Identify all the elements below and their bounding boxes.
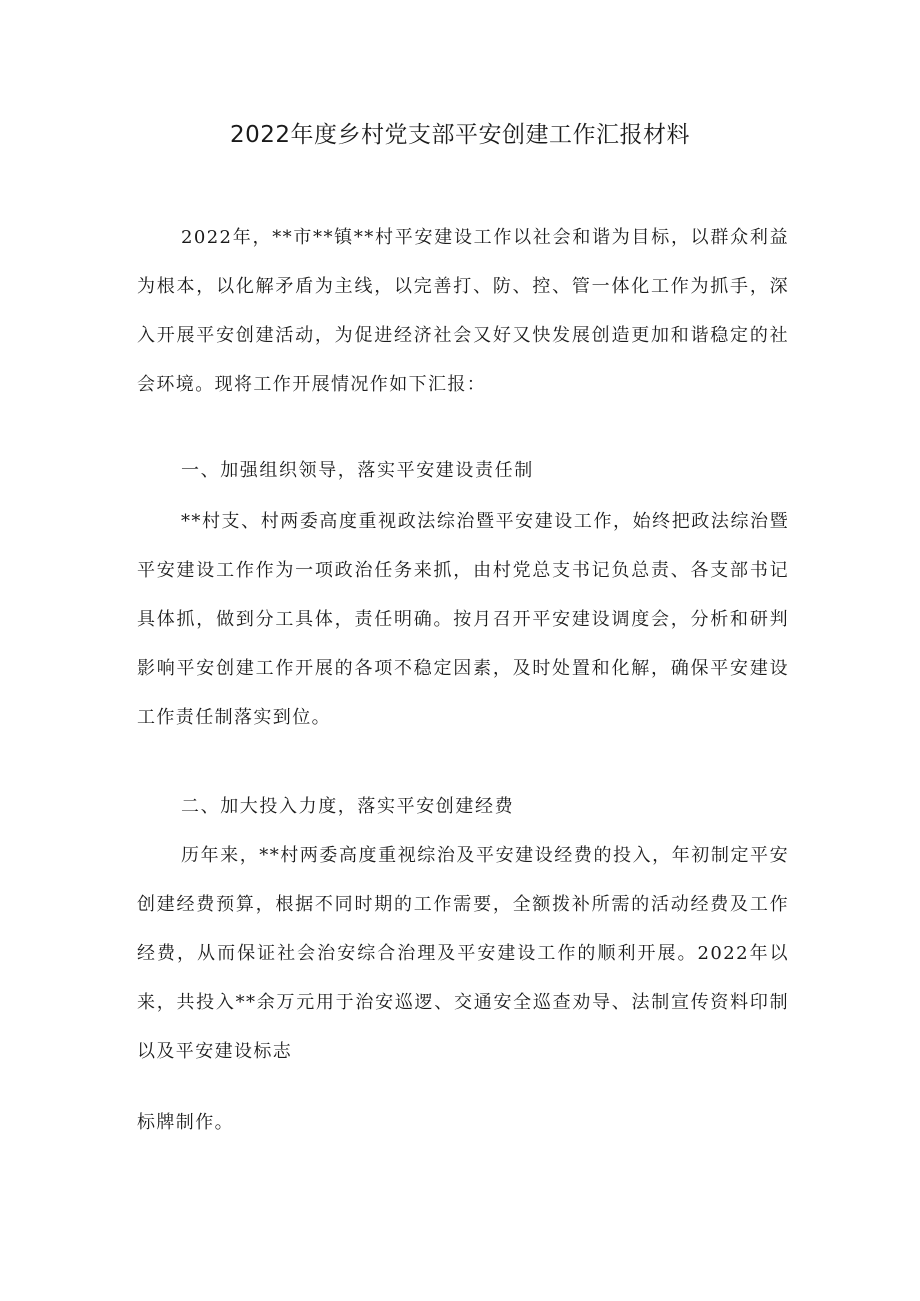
section-2-heading: 二、加大投入力度，落实平安创建经费 <box>181 796 515 817</box>
document-title: 2022年度乡村党支部平安创建工作汇报材料 <box>229 122 691 148</box>
section-2-body: 历年来，**村两委高度重视综治及平安建设经费的投入，年初制定平安创建经费预算，根据不同时期的工作需要，全额拨补所需的活动经费及工作经费，从而保证社会治安综合治理及平安建设工作的顺利开展。2022年以来，共投入**余万元用于治安巡逻、交通安全巡查劝导、法制宣传资料印制以及平安建设标志 <box>137 845 789 1062</box>
section-1-body: **村支、村两委高度重视政法综治暨平安建设工作，始终把政法综治暨平安建设工作作为一项政治任务来抓，由村党总支书记负总责、各支部书记具体抓，做到分工具体，责任明确。按月召开平安建设调度会，分析和研判影响平安创建工作开展的各项不稳定因素，及时处置和化解，确保平安建设工作责任制落实到位。 <box>137 511 789 728</box>
tail-line: 标牌制作。 <box>137 1112 234 1133</box>
section-1-heading: 一、加强组织领导，落实平安建设责任制 <box>181 460 534 481</box>
intro-paragraph: 2022年，**市**镇**村平安建设工作以社会和谐为目标，以群众利益为根本，以化解矛盾为主线，以完善打、防、控、管一体化工作为抓手，深入开展平安创建活动，为促进经济社会又好又快发展创造更加和谐稳定的社会环境。现将工作开展情况作如下汇报： <box>137 227 789 395</box>
